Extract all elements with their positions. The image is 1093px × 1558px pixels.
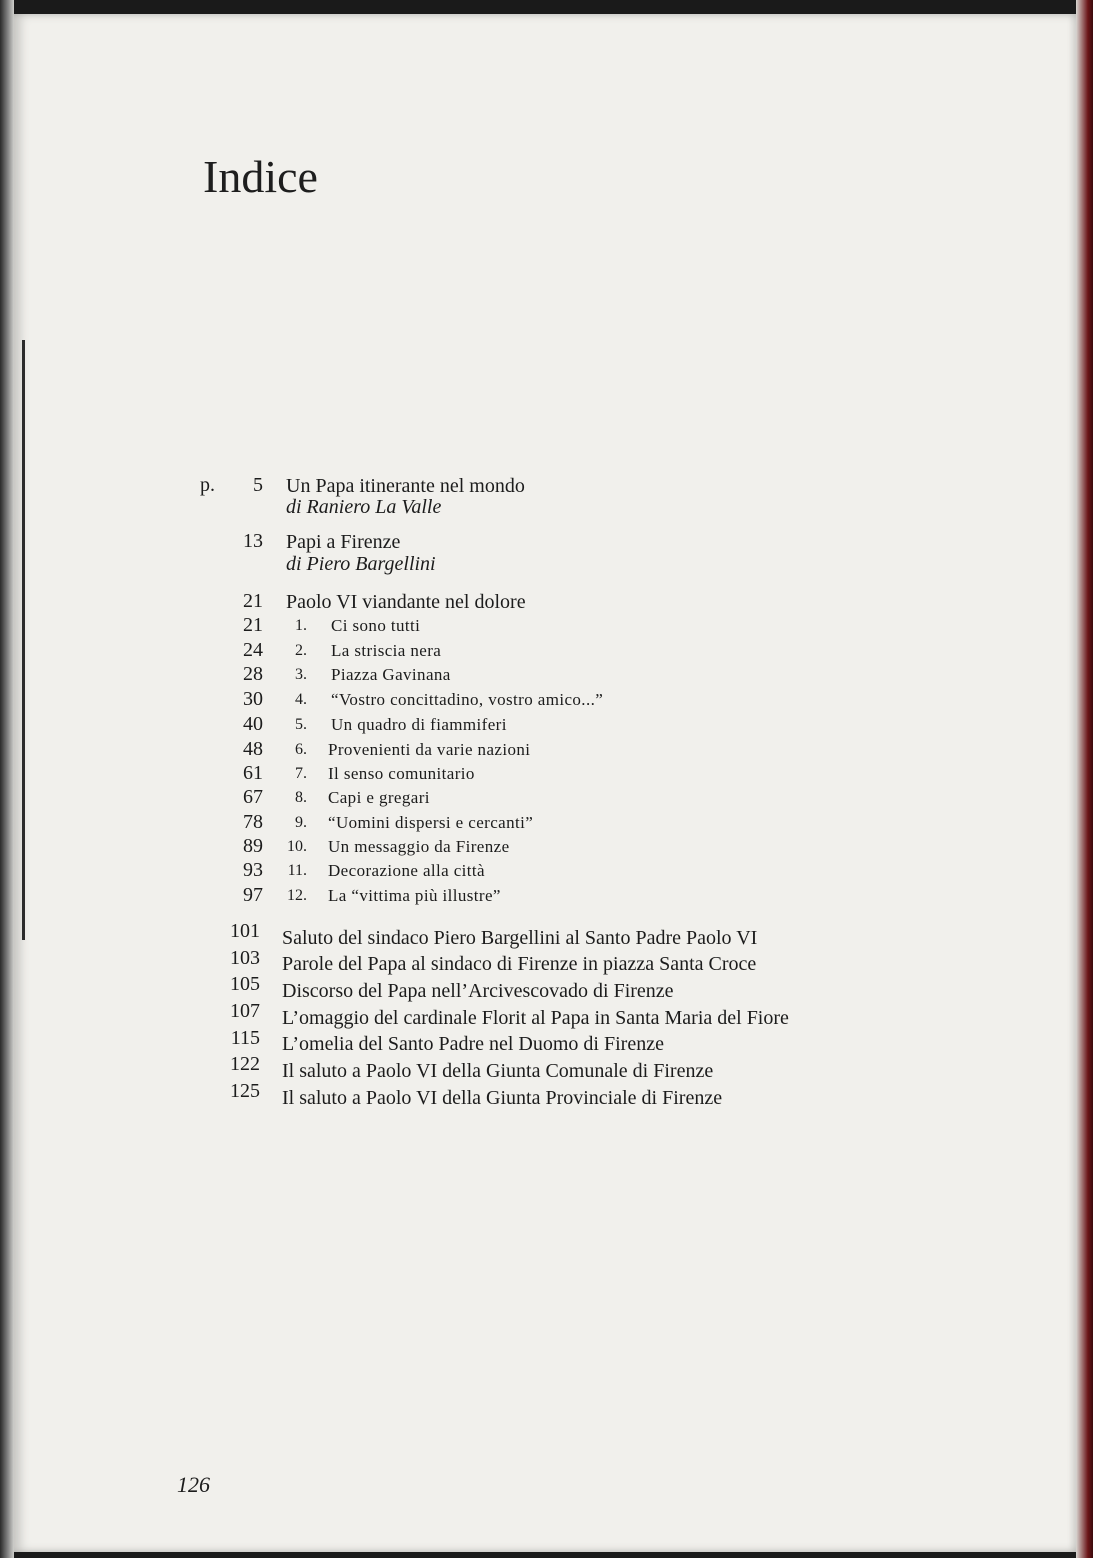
toc-page-number: 125 <box>230 1080 260 1102</box>
book-cover-edge <box>1076 0 1093 1558</box>
page-number: 126 <box>177 1472 210 1497</box>
chapter-number: 4. <box>295 691 307 708</box>
chapter-number: 11. <box>287 862 307 879</box>
toc-page-number: 101 <box>230 920 260 942</box>
toc-page-number: 78 <box>243 811 263 833</box>
chapter-number: 3. <box>295 666 307 683</box>
toc-entry-title: Saluto del sindaco Piero Bargellini al Santo Padre Paolo VI <box>282 927 758 949</box>
toc-entry-author: di Piero Bargellini <box>286 553 436 575</box>
toc-entry-title: Il saluto a Paolo VI della Giunta Comunale di Firenze <box>282 1060 714 1082</box>
toc-page-number: 13 <box>243 530 263 552</box>
toc-page-number: 21 <box>243 614 263 636</box>
toc-page-number: 89 <box>243 835 263 857</box>
toc-page-number: 97 <box>243 884 263 906</box>
chapter-title: Capi e gregari <box>328 788 430 807</box>
chapter-number: 5. <box>295 716 307 733</box>
toc-page-number: 61 <box>243 762 263 784</box>
chapter-title: La striscia nera <box>331 641 442 660</box>
toc-page-number: 103 <box>230 947 260 969</box>
toc-entry-title: L’omaggio del cardinale Florit al Papa in Santa Maria del Fiore <box>282 1007 789 1029</box>
toc-entry-author: di Raniero La Valle <box>286 496 442 518</box>
toc-page-number: 122 <box>230 1053 260 1075</box>
chapter-number: 7. <box>295 765 307 782</box>
toc-entry-title: Papi a Firenze <box>286 531 401 553</box>
page-prefix-label: p. <box>200 474 215 496</box>
chapter-number: 2. <box>295 642 307 659</box>
chapter-number: 12. <box>287 887 307 904</box>
chapter-number: 9. <box>295 814 307 831</box>
chapter-title: Piazza Gavinana <box>331 665 451 684</box>
toc-entry-title: Il saluto a Paolo VI della Giunta Provinciale di Firenze <box>282 1087 723 1109</box>
book-spine-shadow <box>0 0 14 1558</box>
chapter-number: 1. <box>295 617 307 634</box>
toc-entry-title: Discorso del Papa nell’Arcivescovado di Firenze <box>282 980 674 1002</box>
chapter-number: 10. <box>287 838 307 855</box>
toc-page-number: 105 <box>230 973 260 995</box>
toc-entry-title: Parole del Papa al sindaco di Firenze in piazza Santa Croce <box>282 953 757 975</box>
toc-page-number: 115 <box>230 1027 260 1049</box>
chapter-title: Decorazione alla città <box>328 861 485 880</box>
chapter-title: Provenienti da varie nazioni <box>328 740 531 759</box>
toc-page-number: 24 <box>243 639 263 661</box>
toc-entry-title: Un Papa itinerante nel mondo <box>286 475 525 497</box>
book-page <box>14 14 1076 1552</box>
chapter-number: 6. <box>295 741 307 758</box>
page-title: Indice <box>203 151 318 202</box>
gutter-shadow <box>22 340 25 940</box>
toc-page-number: 93 <box>243 859 263 881</box>
toc-page-number: 107 <box>230 1000 260 1022</box>
toc-page-number: 48 <box>243 738 263 760</box>
toc-page-number: 30 <box>243 688 263 710</box>
chapter-title: La “vittima più illustre” <box>328 886 501 905</box>
chapter-title: Ci sono tutti <box>331 616 421 635</box>
toc-entry-title: L’omelia del Santo Padre nel Duomo di Firenze <box>282 1033 664 1055</box>
chapter-title: Un quadro di fiammiferi <box>331 715 507 734</box>
toc-page-number: 21 <box>243 590 263 612</box>
toc-entry-title: Paolo VI viandante nel dolore <box>286 591 526 613</box>
chapter-title: Il senso comunitario <box>328 764 475 783</box>
chapter-title: “Vostro concittadino, vostro amico...” <box>331 690 604 709</box>
chapter-title: Un messaggio da Firenze <box>328 837 510 856</box>
toc-page-number: 5 <box>253 474 263 496</box>
toc-page-number: 28 <box>243 663 263 685</box>
toc-page-number: 67 <box>243 786 263 808</box>
chapter-title: “Uomini dispersi e cercanti” <box>328 813 534 832</box>
chapter-number: 8. <box>295 789 307 806</box>
toc-page-number: 40 <box>243 713 263 735</box>
